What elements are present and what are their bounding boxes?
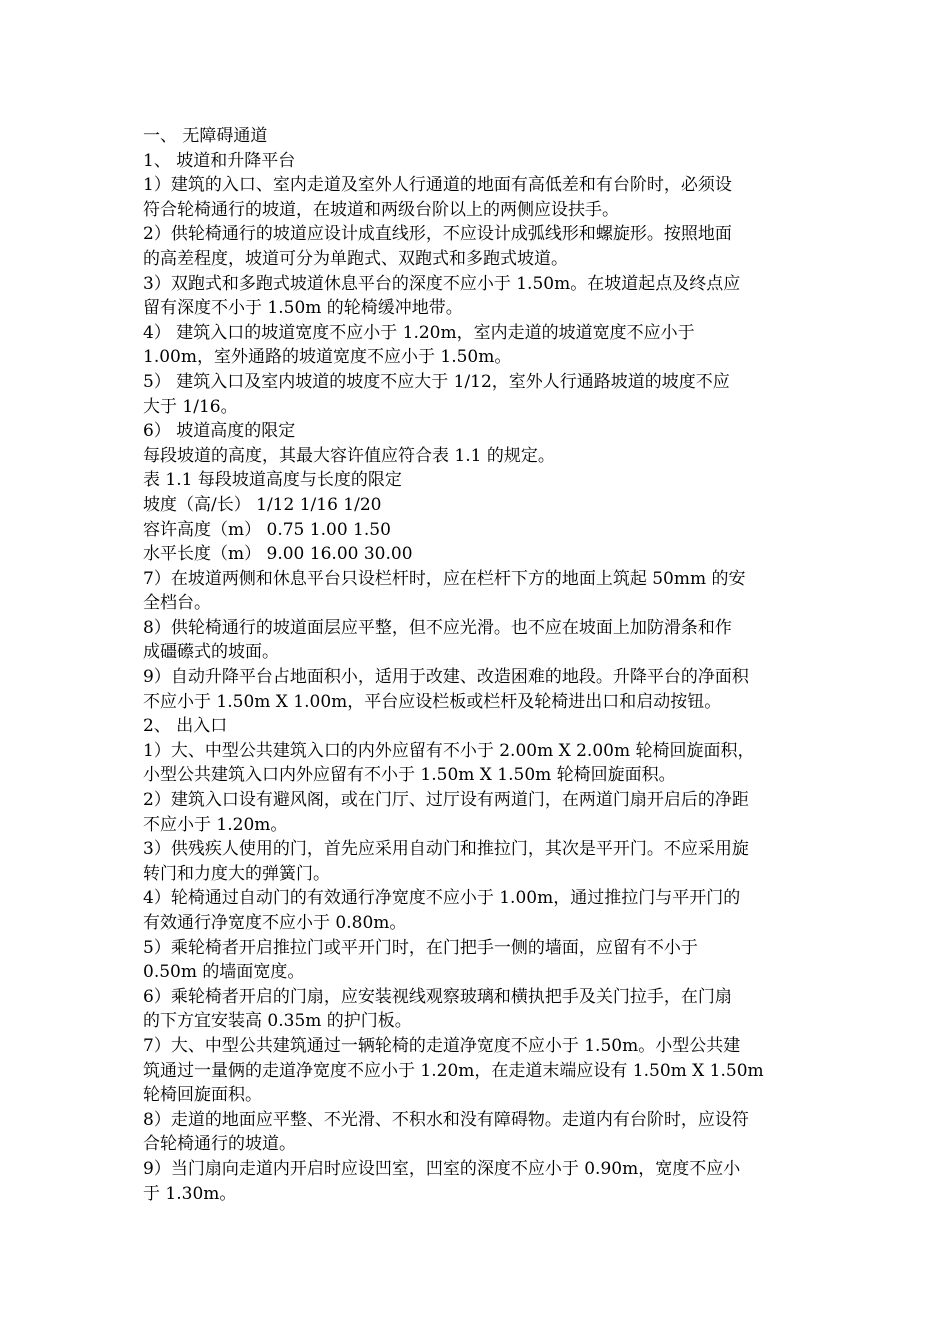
text-line: 5）乘轮椅者开启推拉门或平开门时，在门把手一侧的墙面，应留有不小于 [143,937,698,958]
text-line: 符合轮椅通行的坡道，在坡道和两级台阶以上的两侧应设扶手。 [143,199,619,220]
text-line: 于 1.30m。 [143,1183,237,1204]
text-line: 成礓礤式的坡面。 [143,642,279,663]
text-line: 2）建筑入口设有避风阁，或在门厅、过厅设有两道门，在两道门扇开启后的净距 [143,790,749,811]
text-line: 不应小于 1.20m。 [143,814,288,835]
text-line: 0.50m 的墙面宽度。 [143,962,305,983]
text-line: 7）在坡道两侧和休息平台只设栏杆时，应在栏杆下方的地面上筑起 50mm 的安 [143,568,746,589]
text-line: 水平长度（m） 9.00 16.00 30.00 [143,544,413,565]
text-line: 筑通过一量俩的走道净宽度不应小于 1.20m，在走道末端应设有 1.50m X 1.50m [143,1060,764,1081]
text-line: 轮椅回旋面积。 [143,1085,262,1106]
text-line: 全档台。 [143,593,211,614]
text-line: 8）走道的地面应平整、不光滑、不积水和没有障碍物。走道内有台阶时，应设符 [143,1109,749,1130]
text-line: 3）双跑式和多跑式坡道休息平台的深度不应小于 1.50m。在坡道起点及终点应 [143,273,741,294]
text-line: 不应小于 1.50m X 1.00m，平台应设栏板或栏杆及轮椅进出口和启动按钮。 [143,691,722,712]
text-line: 每段坡道的高度，其最大容许值应符合表 1.1 的规定。 [143,445,555,466]
text-line: 合轮椅通行的坡道。 [143,1134,296,1155]
text-line: 的下方宜安装高 0.35m 的护门板。 [143,1011,412,1032]
text-line: 转门和力度大的弹簧门。 [143,863,330,884]
text-line: 坡度（高/长） 1/12 1/16 1/20 [143,494,382,515]
text-line: 4） 建筑入口的坡道宽度不应小于 1.20m，室内走道的坡道宽度不应小于 [143,322,695,343]
text-line: 7）大、中型公共建筑通过一辆轮椅的走道净宽度不应小于 1.50m。小型公共建 [143,1035,741,1056]
text-line: 5） 建筑入口及室内坡道的坡度不应大于 1/12，室外人行通路坡道的坡度不应 [143,371,730,392]
text-line: 1）大、中型公共建筑入口的内外应留有不小于 2.00m X 2.00m 轮椅回旋面积， [143,740,755,761]
text-line: 1.00m，室外通路的坡道宽度不应小于 1.50m。 [143,347,512,368]
document-body [143,124,813,1206]
text-line: 4）轮椅通过自动门的有效通行净宽度不应小于 1.00m，通过推拉门与平开门的 [143,888,741,909]
text-line: 小型公共建筑入口内外应留有不小于 1.50m X 1.50m 轮椅回旋面积。 [143,765,676,786]
text-line: 的高差程度，坡道可分为单跑式、双跑式和多跑式坡道。 [143,248,568,269]
text-line: 表 1.1 每段坡道高度与长度的限定 [143,470,402,491]
text-line: 6）乘轮椅者开启的门扇，应安装视线观察玻璃和横执把手及关门拉手，在门扇 [143,986,732,1007]
text-line: 3）供残疾人使用的门，首先应采用自动门和推拉门，其次是平开门。不应采用旋 [143,839,749,860]
text-line: 2）供轮椅通行的坡道应设计成直线形，不应设计成弧线形和螺旋形。按照地面 [143,224,732,245]
text-line: 2、 出入口 [143,716,228,737]
text-line: 9）自动升降平台占地面积小，适用于改建、改造困难的地段。升降平台的净面积 [143,667,749,688]
text-line: 有效通行净宽度不应小于 0.80m。 [143,913,407,933]
text-line: 容许高度（m） 0.75 1.00 1.50 [143,519,391,540]
text-line: 8）供轮椅通行的坡道面层应平整，但不应光滑。也不应在坡面上加防滑条和作 [143,617,732,638]
text-line: 9）当门扇向走道内开启时应设凹室，凹室的深度不应小于 0.90m，宽度不应小 [143,1158,741,1179]
text-line: 大于 1/16。 [143,396,238,417]
text-line: 1）建筑的入口、室内走道及室外人行通道的地面有高低差和有台阶时，必须设 [143,175,732,196]
text-line: 1、 坡道和升降平台 [143,150,296,171]
text-line: 一、 无障碍通道 [143,126,268,146]
text-line: 6） 坡道高度的限定 [143,421,296,442]
text-line: 留有深度不小于 1.50m 的轮椅缓冲地带。 [143,298,463,319]
